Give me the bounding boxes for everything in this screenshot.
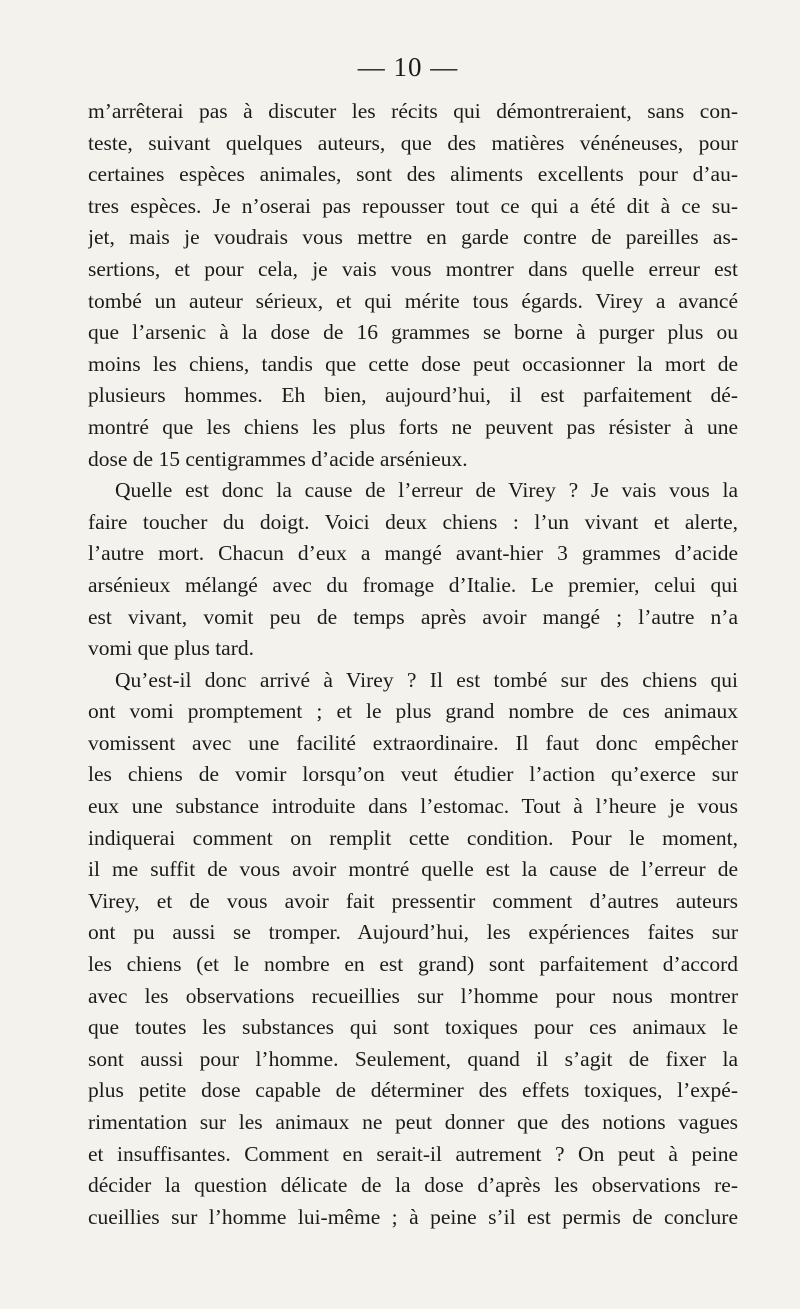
text-line: jet, mais je voudrais vous mettre en garde contre de pareilles as- xyxy=(88,225,738,250)
text-line: sertions, et pour cela, je vais vous montrer dans quelle erreur est xyxy=(88,256,738,281)
text-line: avec les observations recueillies sur l’homme pour nous montrer xyxy=(88,983,738,1008)
text-line: faire toucher du doigt. Voici deux chiens : l’un vivant et alerte, xyxy=(88,509,738,534)
body-text xyxy=(88,96,738,1233)
text-line: montré que les chiens les plus forts ne peuvent pas résister à une xyxy=(88,414,738,439)
text-line: Qu’est-il donc arrivé à Virey ? Il est tombé sur des chiens qui xyxy=(115,667,738,692)
text-line: ont vomi promptement ; et le plus grand nombre de ces animaux xyxy=(88,699,738,724)
text-line: tombé un auteur sérieux, et qui mérite tous égards. Virey a avancé xyxy=(88,288,738,313)
text-line: que l’arsenic à la dose de 16 grammes se borne à purger plus ou xyxy=(88,320,738,345)
text-line: Virey, et de vous avoir fait pressentir comment d’autres auteurs xyxy=(88,888,738,913)
text-line: l’autre mort. Chacun d’eux a mangé avant-hier 3 grammes d’acide xyxy=(88,541,738,566)
text-line: moins les chiens, tandis que cette dose peut occasionner la mort de xyxy=(88,351,738,376)
text-line: Quelle est donc la cause de l’erreur de Virey ? Je vais vous la xyxy=(115,478,738,503)
text-line: arsénieux mélangé avec du fromage d’Italie. Le premier, celui qui xyxy=(88,572,738,597)
paragraph xyxy=(88,475,738,665)
text-line: teste, suivant quelques auteurs, que des matières vénéneuses, pour xyxy=(88,130,738,155)
text-line: que toutes les substances qui sont toxiques pour ces animaux le xyxy=(88,1015,738,1040)
paragraph xyxy=(88,96,738,475)
text-line: eux une substance introduite dans l’estomac. Tout à l’heure je vous xyxy=(88,794,738,819)
text-line: plus petite dose capable de déterminer des effets toxiques, l’expé- xyxy=(88,1078,738,1103)
page-number-header: — 10 — xyxy=(357,52,459,82)
text-line: et insuffisantes. Comment en serait-il autrement ? On peut à peine xyxy=(88,1141,738,1166)
text-line: indiquerai comment on remplit cette condition. Pour le moment, xyxy=(88,825,738,850)
text-line: les chiens de vomir lorsqu’on veut étudier l’action qu’exerce sur xyxy=(88,762,738,787)
text-line: est vivant, vomit peu de temps après avoir mangé ; l’autre n’a xyxy=(88,604,738,629)
text-line: décider la question délicate de la dose d’après les observations re- xyxy=(88,1173,738,1198)
text-line: les chiens (et le nombre en est grand) sont parfaitement d’accord xyxy=(88,952,738,977)
text-line: plusieurs hommes. Eh bien, aujourd’hui, il est parfaitement dé- xyxy=(88,383,738,408)
text-line: dose de 15 centigrammes d’acide arsénieux. xyxy=(88,446,468,471)
text-line: tres espèces. Je n’oserai pas repousser tout ce qui a été dit à ce su- xyxy=(88,193,738,218)
text-line: vomissent avec une facilité extraordinaire. Il faut donc empêcher xyxy=(88,730,738,755)
text-line: m’arrêterai pas à discuter les récits qui démontreraient, sans con- xyxy=(88,99,738,123)
paragraph xyxy=(88,665,738,1234)
text-line: il me suffit de vous avoir montré quelle est la cause de l’erreur de xyxy=(88,857,738,882)
text-line: vomi que plus tard. xyxy=(88,636,255,661)
text-line: cueillies sur l’homme lui-même ; à peine s’il est permis de conclure xyxy=(88,1204,738,1229)
text-line: rimentation sur les animaux ne peut donner que des notions vagues xyxy=(88,1110,738,1134)
text-line: sont aussi pour l’homme. Seulement, quand il s’agit de fixer la xyxy=(88,1046,738,1071)
text-line: ont pu aussi se tromper. Aujourd’hui, les expériences faites sur xyxy=(88,920,738,945)
text-line: certaines espèces animales, sont des aliments excellents pour d’au- xyxy=(88,162,738,187)
